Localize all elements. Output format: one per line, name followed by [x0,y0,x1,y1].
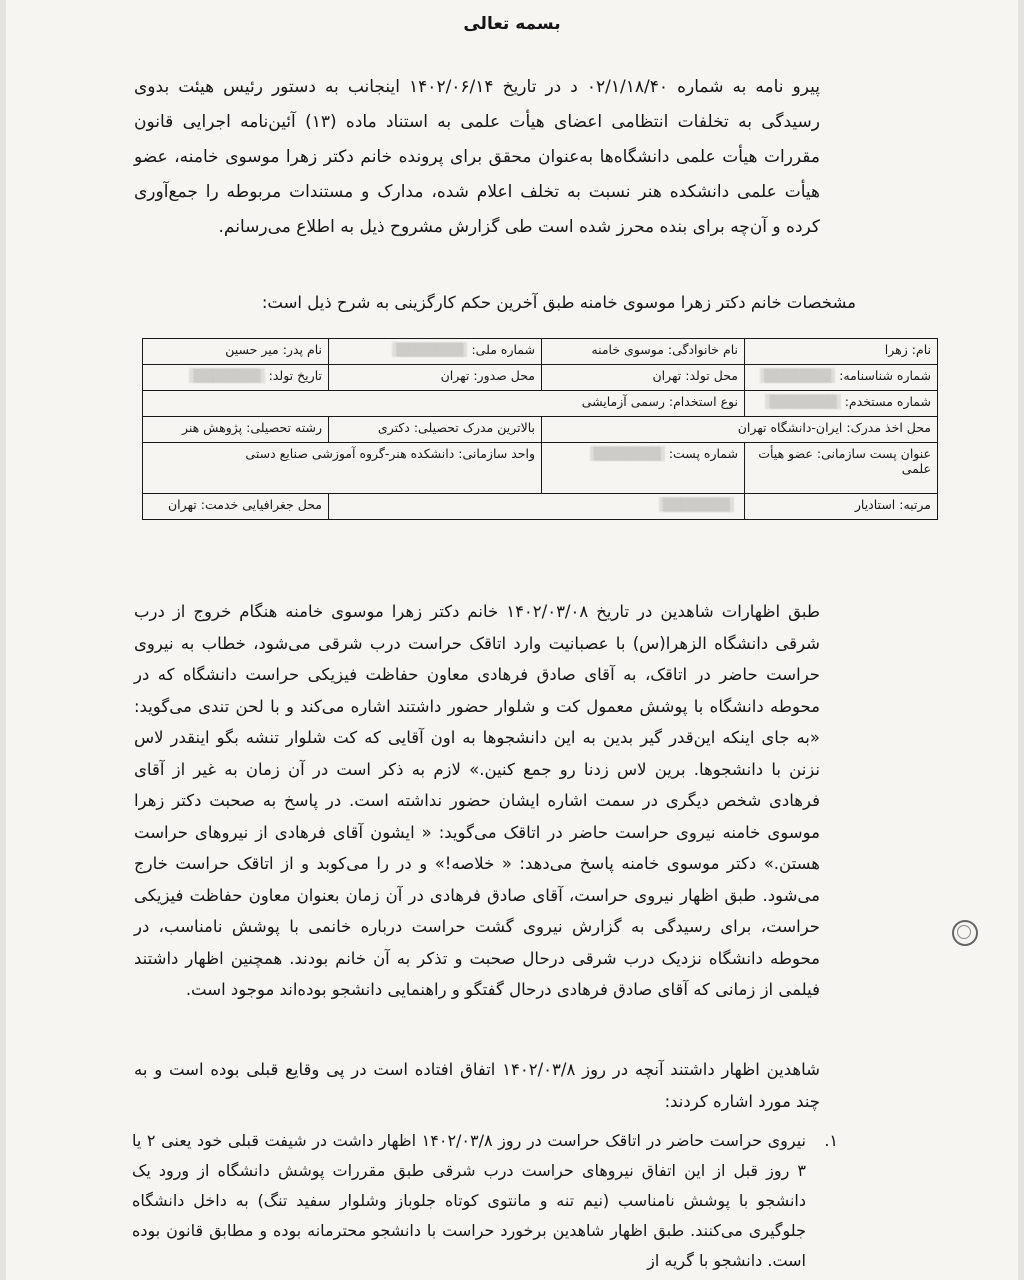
redacted-value: ▒▒▒▒▒▒▒ [659,497,734,512]
position-title-cell: عنوان پست سازمانی: عضو هیأت علمی [745,443,938,494]
prior-events-paragraph: شاهدین اظهار داشتند آنچه در روز ۱۴۰۲/۰۳/۸ اتفاق افتاده است در پی وقایع قبلی بوده است و به چند مورد اشاره کردند: [134,1060,820,1111]
hole-punch-mark [952,920,978,946]
table-row [143,339,938,365]
table-row [143,417,938,443]
employee-number-label: شماره مستخدم: [844,394,931,409]
post-number-label: شماره پست: [668,446,738,461]
redacted-value: ▒▒▒▒▒▒▒ [765,394,840,409]
national-id-label: شماره ملی: [471,342,535,357]
document-heading: بسمه تعالی [463,14,561,34]
redacted-value: ▒▒▒▒▒▒▒ [392,342,467,357]
birth-place-cell: محل تولد: تهران [542,365,745,391]
events-list [132,1126,838,1276]
employee-number-cell [745,391,938,417]
organizational-unit-cell: واحد سازمانی: دانشکده هنر-گروه آموزشی صنایع دستی [143,443,542,494]
list-item-number: ۱. [824,1131,838,1150]
post-number-cell [542,443,745,494]
field-cell: رشته تحصیلی: پژوهش هنر [143,417,329,443]
rank-cell: مرتبه: استادیار [745,494,938,520]
redacted-value: ▒▒▒▒▒▒▒ [760,368,835,383]
employment-type-cell: نوع استخدام: رسمی آزمایشی [143,391,745,417]
service-location-cell: محل جغرافیایی خدمت: تهران [143,494,329,520]
family-name-cell: نام خانوادگی: موسوی خامنه [542,339,745,365]
table-row [143,365,938,391]
id-number-label: شماره شناسنامه: [839,368,931,383]
name-cell: نام: زهرا [745,339,938,365]
birth-date-cell [143,365,329,391]
specifications-line: مشخصات خانم دکتر زهرا موسوی خامنه طبق آخرین حکم کارگزینی به شرح ذیل است: [261,293,856,312]
degree-cell: بالاترین مدرک تحصیلی: دکتری [329,417,542,443]
father-name-cell: نام پدر: میر حسین [143,339,329,365]
table-row [143,494,938,520]
table-row [143,391,938,417]
table-row [143,443,938,494]
list-item-text: نیروی حراست حاضر در اتاقک حراست در روز ۱۴۰۲/۰۳/۸ اظهار داشت در شیفت قبلی خود یعنی ۲ یا ۳ روز قبل از این اتفاق نیروهای حراست درب شرقی طبق مقررات پوشش دانشگاه از ورود یک دانشجو با پوشش نامناسب (نیم تنه و مانتوی کوتاه جلوباز وشلوار سفید تنگ) به داخل دانشگاه جلوگیری می‌کنند. طبق اظهار شاهدین برخورد حراست با دانشجو محترمانه بوده و مطابق قانون بوده است. دانشجو با گریه از [132,1131,806,1270]
personnel-info-table [142,338,938,520]
intro-paragraph: پیرو نامه به شماره ۰۲/۱/۱۸/۴۰ د در تاریخ ۱۴۰۲/۰۶/۱۴ اینجانب به دستور رئیس هیئت بدوی رسیدگی به تخلفات انتظامی اعضای هیأت علمی به استناد ماده (۱۳) آئین‌نامه اجرایی قانون مقررات هیأت علمی دانشگاه‌ها به‌عنوان محقق برای پرونده خانم دکتر زهرا موسوی خامنه، عضو هیأت علمی دانشکده هنر نسبت به تخلف اعلام شده، مدارک و مستندات مربوطه را جمع‌آوری کرده و آن‌چه برای بنده محرز شده است طی گزارش مشروح ذیل به اطلاع می‌رسانم. [134,77,821,237]
witness-statement-paragraph: طبق اظهارات شاهدین در تاریخ ۱۴۰۲/۰۳/۰۸ خانم دکتر زهرا موسوی خامنه هنگام خروج از درب شرقی دانشگاه الزهرا(س) با عصبانیت وارد اتاقک حراست درب شرقی می‌شود، خطاب به نیروی حراست حاضر در اتاقک، به آقای صادق فرهادی معاون حفاظت فیزیکی حراست دانشگاه که در محوطه دانشگاه با پوشش معمول کت و شلوار حضور داشتند اشاره می‌کند و با لحن تندی می‌گوید: «به جای اینکه این‌قدر گیر بدین به این دانشجوها به اون آقایی که کت شلوار تنشه بگو اینقدر لاس نزنن با دانشجوها. برین لاس زدنا رو جمع کنین.» لازم به ذکر است در آن زمان به غیر از آقای فرهادی شخص دیگری در سمت اشاره ایشان حضور نداشته است. در پاسخ به صحبت دکتر زهرا موسوی خامنه نیروی حراست حاضر در اتاقک می‌گوید: « ایشون آقای فرهادی از نیروهای حراست هستن.» دکتر موسوی خامنه پاسخ می‌دهد: « خلاصه!» و در را می‌کوبد و از اتاقک حراست خارج می‌شود. طبق اظهار نیروی حراست، آقای صادق فرهادی در آن زمان بعنوان معاون حفاظت فیزیکی حراست، برای رسیدگی به گزارش نیروی گشت حراست درباره خانمی با پوشش نامناسب، در محوطه دانشگاه نزدیک درب شرقی درحال صحبت و تذکر به آن خانم بودند. همچنین اظهار داشتند فیلمی از زمانی که آقای صادق فرهادی درحال گفتگو و راهنمایی دانشجو بوده‌اند موجود است. [134,602,820,999]
id-number-cell [745,365,938,391]
list-item [132,1126,838,1276]
redacted-value: ▒▒▒▒▒▒▒ [590,446,665,461]
birth-date-label: تاریخ تولد: [268,368,322,383]
redacted-value: ▒▒▒▒▒▒▒ [189,368,264,383]
degree-place-cell: محل اخذ مدرک: ایران-دانشگاه تهران [542,417,938,443]
issue-place-cell: محل صدور: تهران [329,365,542,391]
national-id-cell [329,339,542,365]
redacted-cell [329,494,745,520]
